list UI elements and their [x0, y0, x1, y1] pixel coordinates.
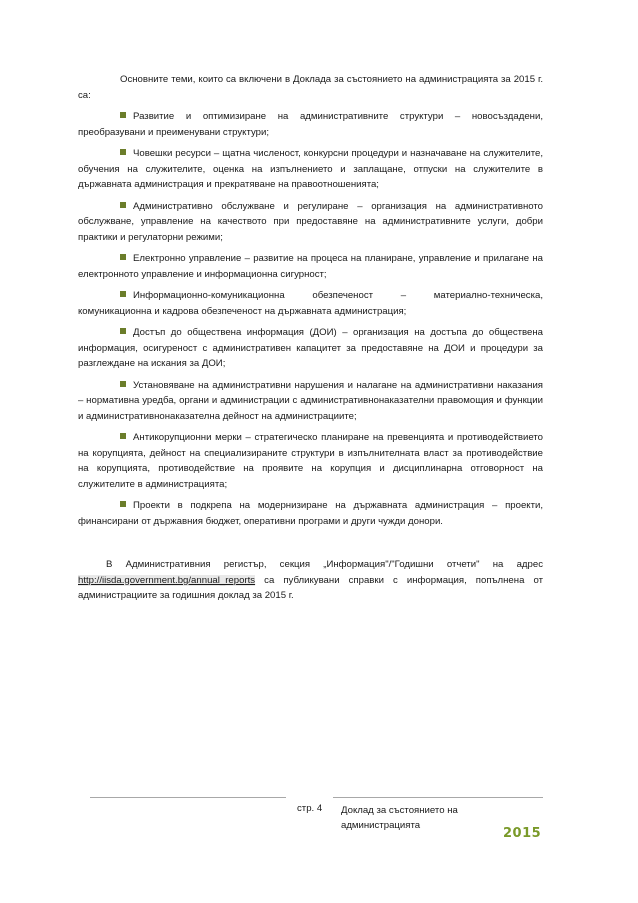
- footer-year: 2015: [503, 826, 542, 841]
- topic-item: [78, 325, 543, 372]
- square-bullet-icon: [120, 433, 126, 439]
- square-bullet-icon: [120, 328, 126, 334]
- annual-reports-link[interactable]: http://iisda.government.bg/annual_reports: [78, 574, 256, 586]
- registry-text-after: са публикувани справки с информация, попълнена от администрациите за годишния доклад за 2015 г.: [78, 574, 543, 601]
- topic-text: Информационно-комуникационна обезпеченост – материално-техническа, комуникационна и кадрова обезпеченост на държавната администрация;: [78, 290, 543, 317]
- topic-text: Установяване на административни нарушения и налагане на административни наказания – нормативна уредба, органи и администрации с административнонаказателни правомощия и функции и административнонаказателна дейност на администрациите;: [78, 379, 543, 422]
- topics-list: [78, 109, 543, 529]
- topic-text: Проекти в подкрепа на модернизиране на държавната администрация – проекти, финансирани от държавния бюджет, оперативни програми и други чужди донори.: [78, 500, 543, 527]
- footer-rule-left: [90, 797, 286, 798]
- topic-item: [78, 378, 543, 425]
- registry-paragraph: [78, 557, 543, 604]
- page-number: стр. 4: [297, 803, 323, 814]
- topic-text: Електронно управление – развитие на процеса на планиране, управление и прилагане на електронното управление и информационна сигурност;: [78, 253, 543, 280]
- footer-rule-right: [333, 797, 543, 798]
- square-bullet-icon: [120, 149, 126, 155]
- document-body: [78, 72, 543, 613]
- topic-item: [78, 430, 543, 492]
- topic-text: Достъп до обществена информация (ДОИ) – организация на достъпа до обществена информация, осигуреност с административен капацитет за предоставяне на ДОИ и процедури за разглеждане на искания за ДОИ;: [78, 327, 543, 369]
- square-bullet-icon: [120, 291, 126, 297]
- topic-text: Административно обслужване и регулиране – организация на административното обслужване, управление на качеството при предоставяне на административните услуги, добри практики и регулаторни режими;: [78, 200, 543, 243]
- topic-item: [78, 146, 543, 193]
- topic-item: [78, 199, 543, 246]
- footer-title: Доклад за състоянието на администрацията: [341, 805, 458, 831]
- topic-item: [78, 288, 543, 319]
- square-bullet-icon: [120, 112, 126, 118]
- square-bullet-icon: [120, 381, 126, 387]
- square-bullet-icon: [120, 202, 126, 208]
- topic-text: Човешки ресурси – щатна численост, конкурсни процедури и назначаване на служителите, обучения на служителите, оценка на изпълнението и заплащане, отпуски на служителите в държавната администрация и прекратяване на правоотношенията;: [78, 148, 543, 190]
- square-bullet-icon: [120, 254, 126, 260]
- square-bullet-icon: [120, 501, 126, 507]
- topic-text: Развитие и оптимизиране на административните структури – новосъздадени, преобразувани и преименувани структури;: [78, 111, 543, 138]
- topic-item: [78, 498, 543, 529]
- topic-text: Антикорупционни мерки – стратегическо планиране на превенцията и противодействието на корупцията, дейност на специализираните структури в изпълнителната власт за противодействие на корупцията, противодействие на проявите на корупция и дисциплинарна отговорност на служителите в администрацията;: [78, 432, 543, 490]
- topic-item: [78, 251, 543, 282]
- registry-text-before: В Административния регистър, секция „Информация"/"Годишни отчети" на адрес: [106, 559, 543, 570]
- topic-item: [78, 109, 543, 140]
- intro-paragraph: Основните теми, които са включени в Доклада за състоянието на администрацията за 2015 г. са:: [78, 74, 543, 101]
